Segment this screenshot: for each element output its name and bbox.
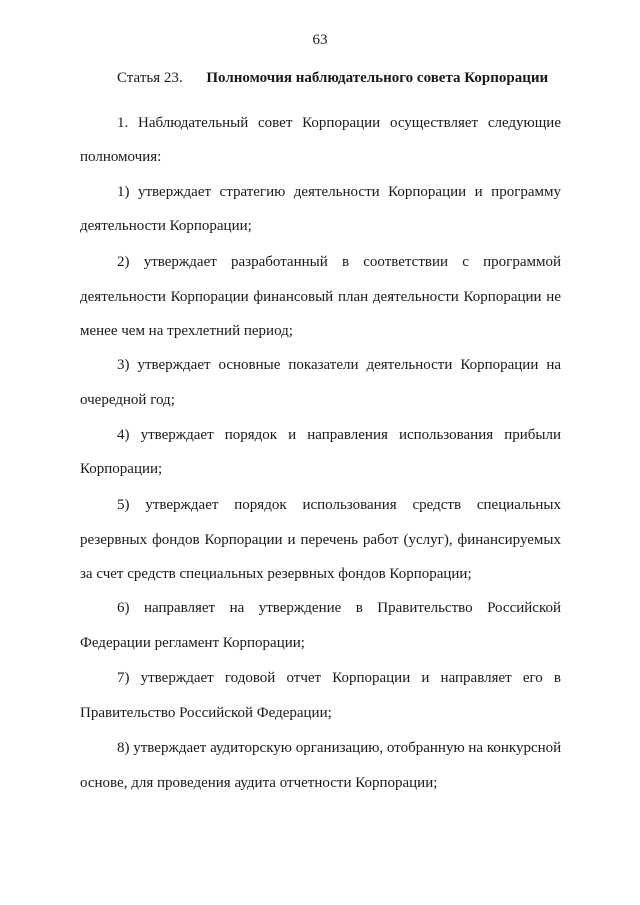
article-heading xyxy=(117,70,548,87)
item-2-line-2: деятельности Корпорации финансовый план деятельности Корпорации не xyxy=(80,289,561,305)
item-5-line-1: 5) утверждает порядок использования средств специальных xyxy=(117,497,561,513)
item-2-line-3: менее чем на трехлетний период; xyxy=(80,323,293,339)
item-8-line-2: основе, для проведения аудита отчетности Корпорации; xyxy=(80,775,438,791)
page-number: 63 xyxy=(312,32,328,48)
item-7-line-2: Правительство Российской Федерации; xyxy=(80,705,332,721)
item-8-line-1: 8) утверждает аудиторскую организацию, отобранную на конкурсной xyxy=(117,740,562,756)
item-6-line-2: Федерации регламент Корпорации; xyxy=(80,635,305,651)
item-7-line-1: 7) утверждает годовой отчет Корпорации и направляет его в xyxy=(117,670,561,686)
item-3-line-2: очередной год; xyxy=(80,392,175,408)
item-4-line-1: 4) утверждает порядок и направления использования прибыли xyxy=(117,427,561,443)
item-6-line-1: 6) направляет на утверждение в Правительство Российской xyxy=(117,600,561,616)
item-2-line-1: 2) утверждает разработанный в соответствии с программой xyxy=(117,254,561,270)
paragraph-1-line-2: полномочия: xyxy=(80,149,162,165)
article-number: Статья 23. xyxy=(117,70,183,86)
item-3-line-1: 3) утверждает основные показатели деятельности Корпорации на xyxy=(117,357,561,373)
article-title: Полномочия наблюдательного совета Корпорации xyxy=(206,70,549,86)
item-4-line-2: Корпорации; xyxy=(80,461,163,477)
item-1-line-2: деятельности Корпорации; xyxy=(80,218,252,234)
paragraph-1-line-1: 1. Наблюдательный совет Корпорации осуществляет следующие xyxy=(117,115,561,131)
item-5-line-3: за счет средств специальных резервных фондов Корпорации; xyxy=(80,566,472,582)
item-1-line-1: 1) утверждает стратегию деятельности Корпорации и программу xyxy=(117,184,561,200)
item-5-line-2: резервных фондов Корпорации и перечень работ (услуг), финансируемых xyxy=(80,532,561,548)
